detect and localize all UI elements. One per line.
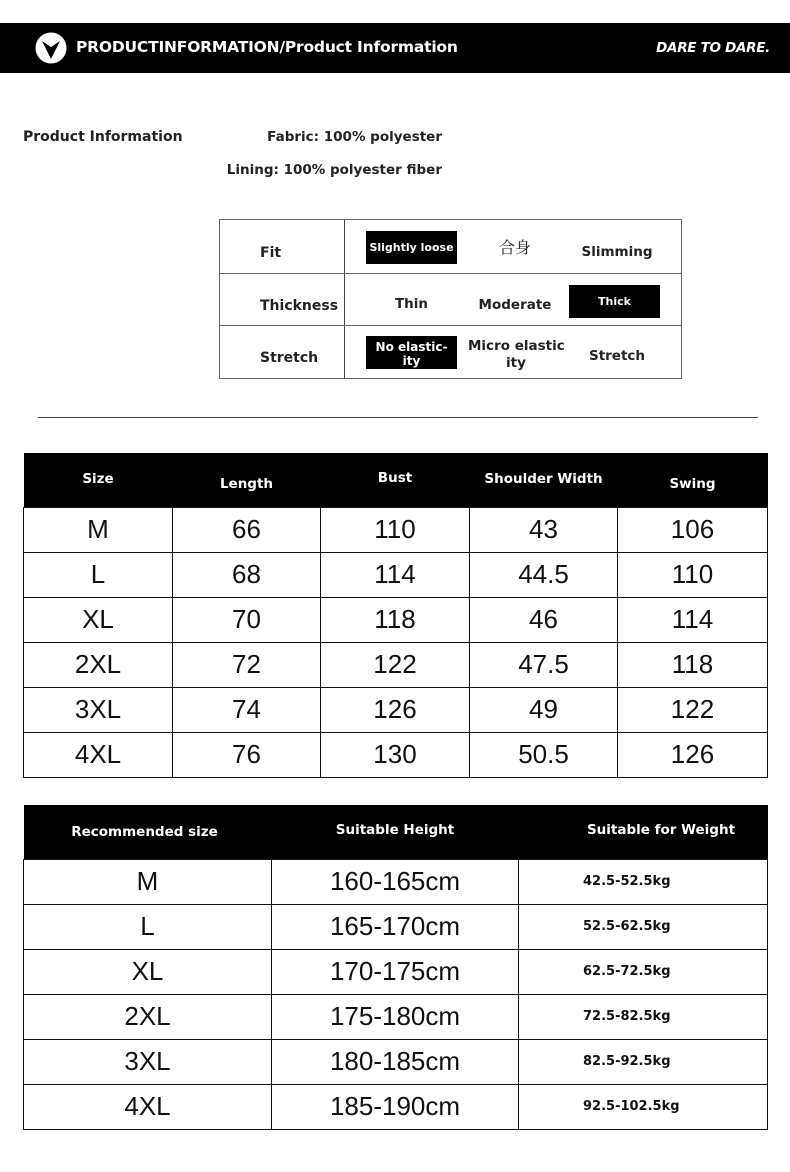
cell-swing: 126	[618, 732, 768, 777]
cell-height: 185-190cm	[272, 1084, 519, 1129]
cell-size: L	[24, 904, 272, 949]
cell-swing: 122	[618, 687, 768, 732]
recommended-size-table	[23, 805, 768, 1130]
cell-weight: 62.5-72.5kg	[519, 949, 768, 994]
attribute-option: Stretch	[588, 348, 646, 364]
recommended-header-row	[24, 805, 768, 859]
cell-swing: 118	[618, 642, 768, 687]
attribute-option: 合身	[498, 238, 531, 257]
cell-height: 180-185cm	[272, 1039, 519, 1084]
size-chart-row	[24, 597, 768, 642]
cell-weight: 42.5-52.5kg	[519, 859, 768, 904]
cell-size: XL	[24, 597, 173, 642]
cell-swing: 114	[618, 597, 768, 642]
section-banner	[0, 23, 790, 73]
header-swing: Swing	[618, 453, 768, 507]
cell-size: M	[24, 859, 272, 904]
cell-size: L	[24, 552, 173, 597]
attribute-table	[219, 219, 682, 379]
fabric-info: Fabric: 100% polyester	[267, 129, 442, 145]
header-suitable-weight: Suitable for Weight	[519, 805, 768, 859]
cell-length: 66	[173, 507, 321, 552]
cell-bust: 110	[321, 507, 470, 552]
attribute-name: Stretch	[260, 350, 319, 366]
cell-length: 76	[173, 732, 321, 777]
cell-weight: 82.5-92.5kg	[519, 1039, 768, 1084]
cell-shoulder-width: 44.5	[470, 552, 618, 597]
recommended-row	[24, 1039, 768, 1084]
attribute-option: Micro elastic ity	[468, 338, 565, 371]
banner-slogan: DARE TO DARE.	[656, 40, 770, 56]
header-recommended-size: Recommended size	[24, 805, 272, 859]
cell-size: 4XL	[24, 1084, 272, 1129]
cell-size: 2XL	[24, 642, 173, 687]
cell-size: 3XL	[24, 1039, 272, 1084]
cell-shoulder-width: 50.5	[470, 732, 618, 777]
v-chevron-badge-icon	[35, 32, 67, 64]
cell-height: 170-175cm	[272, 949, 519, 994]
attribute-option-selected: Slightly loose	[366, 231, 457, 264]
cell-shoulder-width: 43	[470, 507, 618, 552]
banner-title: PRODUCTINFORMATION/Product Information	[76, 38, 458, 56]
cell-weight: 52.5-62.5kg	[519, 904, 768, 949]
cell-swing: 106	[618, 507, 768, 552]
size-chart-row	[24, 687, 768, 732]
cell-size: 4XL	[24, 732, 173, 777]
recommended-row	[24, 994, 768, 1039]
product-info-label: Product Information	[23, 129, 183, 145]
cell-shoulder-width: 46	[470, 597, 618, 642]
header-length: Length	[173, 453, 321, 507]
size-chart-row	[24, 642, 768, 687]
cell-size: 3XL	[24, 687, 173, 732]
cell-length: 72	[173, 642, 321, 687]
recommended-row	[24, 904, 768, 949]
header-shoulder-width: Shoulder Width	[470, 453, 618, 507]
cell-weight: 72.5-82.5kg	[519, 994, 768, 1039]
cell-size: XL	[24, 949, 272, 994]
attribute-row-stretch	[220, 326, 681, 378]
header-suitable-height: Suitable Height	[272, 805, 519, 859]
cell-height: 160-165cm	[272, 859, 519, 904]
cell-weight: 92.5-102.5kg	[519, 1084, 768, 1129]
cell-swing: 110	[618, 552, 768, 597]
attribute-option-selected: No elastic- ity	[366, 336, 457, 369]
cell-shoulder-width: 47.5	[470, 642, 618, 687]
cell-length: 74	[173, 687, 321, 732]
attribute-name: Fit	[260, 245, 282, 261]
lining-info: Lining: 100% polyester fiber	[226, 162, 442, 178]
attribute-option: Moderate	[478, 297, 552, 313]
size-chart-header-row	[24, 453, 768, 507]
attribute-name: Thickness	[260, 298, 339, 314]
size-chart-row	[24, 507, 768, 552]
cell-bust: 130	[321, 732, 470, 777]
cell-height: 175-180cm	[272, 994, 519, 1039]
cell-shoulder-width: 49	[470, 687, 618, 732]
cell-bust: 122	[321, 642, 470, 687]
cell-bust: 114	[321, 552, 470, 597]
attribute-row-thickness	[220, 274, 681, 326]
section-divider	[38, 417, 758, 418]
recommended-row	[24, 859, 768, 904]
cell-bust: 126	[321, 687, 470, 732]
header-size: Size	[24, 453, 173, 507]
size-chart-table	[23, 453, 768, 778]
recommended-row	[24, 1084, 768, 1129]
cell-length: 70	[173, 597, 321, 642]
cell-bust: 118	[321, 597, 470, 642]
header-bust: Bust	[321, 453, 470, 507]
cell-size: M	[24, 507, 173, 552]
attribute-option: Slimming	[581, 244, 653, 260]
cell-length: 68	[173, 552, 321, 597]
size-chart-row	[24, 552, 768, 597]
attribute-row-fit	[220, 220, 681, 274]
size-chart-row	[24, 732, 768, 777]
attribute-option: Thin	[394, 296, 429, 312]
attribute-option-selected: Thick	[569, 285, 660, 318]
cell-height: 165-170cm	[272, 904, 519, 949]
recommended-row	[24, 949, 768, 994]
cell-size: 2XL	[24, 994, 272, 1039]
